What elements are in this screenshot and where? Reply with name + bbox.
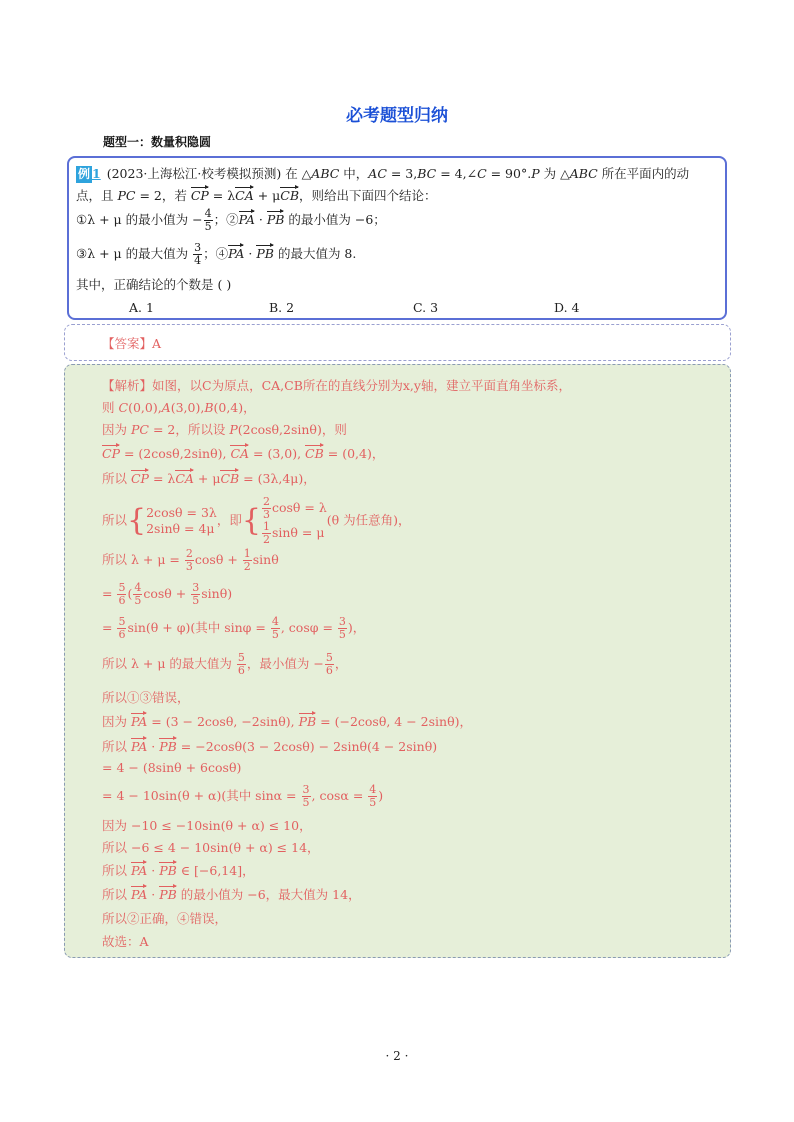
solution-line-11: 所以①③错误， [102, 690, 190, 705]
solution-line-6: 所以{2cosθ = 3λ 2sinθ = 4μ，即{ $\frac{2}{3}$ cosθ = λ $\frac{1}{2}$ sinθ = μ(θ 为任意角)， [102, 495, 411, 546]
solution-line-18: 所以 PA · PB ∈ [−6,14]， [102, 863, 255, 878]
example-tag: 例 [78, 167, 91, 181]
option-a: A. 1 [129, 300, 154, 315]
page-number: · 2 · [385, 1049, 409, 1063]
solution-line-15: = 4 − 10sin(θ + α)(其中 sinα = $\frac{3}{5}$ , cosα = $\frac{4}{5}$ ) [102, 783, 384, 809]
solution-line-4: CP = (2cosθ,2sinθ), CA = (3,0), CB = (0,4)， [102, 446, 385, 461]
solution-line-19: 所以 PA · PB 的最小值为 −6，最大值为 14， [102, 887, 361, 902]
solution-line-16: 因为 −10 ≤ −10sin(θ + α) ≤ 10， [102, 818, 312, 833]
example-number: 1 [92, 166, 101, 181]
solution-line-12: 因为 PA = (3 − 2cosθ, −2sinθ), PB = (−2cosθ, 4 − 2sinθ)， [102, 714, 473, 729]
option-c: C. 3 [413, 300, 439, 315]
solution-line-5: 所以 CP = λCA + μCB = (3λ,4μ)， [102, 471, 316, 486]
solution-line-3: 因为 PC = 2，所以设 P(2cosθ,2sinθ)，则 [102, 422, 347, 437]
answer-box [64, 324, 731, 361]
solution-line-17: 所以 −6 ≤ 4 − 10sin(θ + α) ≤ 14， [102, 840, 320, 855]
section-heading: 题型一：数量积隐圆 [103, 135, 212, 149]
question-line-5: 其中，正确结论的个数是 ( ) [76, 277, 232, 292]
question-line-3: ①λ + μ 的最小值为 − $\frac{4}{5}$ ；②PA · PB 的最小值为 −6； [76, 207, 386, 233]
question-line-1-body: 在 △ABC 中，AC = 3,BC = 4,∠C = 90°.P 为 △ABC 所在平面内的动 [285, 166, 690, 181]
question-source: (2023·上海松江·校考模拟预测) [106, 166, 282, 181]
solution-line-13: 所以 PA · PB = −2cosθ(3 − 2cosθ) − 2sinθ(4 − 2sinθ) [102, 739, 438, 754]
solution-line-10: 所以 λ + μ 的最大值为 $\frac{5}{6}$ ，最小值为 − $\frac{5}{6}$ ， [102, 651, 348, 677]
option-d: D. 4 [554, 300, 580, 315]
page-title: 必考题型归纳 [346, 106, 448, 126]
solution-line-1: 【解析】如图，以C为原点，CA,CB所在的直线分别为x,y轴，建立平面直角坐标系， [102, 378, 571, 393]
solution-line-20: 所以②正确，④错误， [102, 911, 228, 926]
solution-line-9: = $\frac{5}{6}$ sin(θ + φ)(其中 sinφ = $\frac{4}{5}$ , cosφ = $\frac{3}{5}$ )， [102, 615, 366, 641]
option-b: B. 2 [269, 300, 295, 315]
solution-line-21: 故选：A [102, 934, 149, 949]
solution-line-8: = $\frac{5}{6}$ ( $\frac{4}{5}$ cosθ + $\frac{3}{5}$ sinθ) [102, 581, 233, 607]
question-line-2: 点，且 PC = 2，若 CP = λCA + μCB，则给出下面四个结论： [76, 188, 437, 203]
solution-line-7: 所以 λ + μ = $\frac{2}{3}$ cosθ + $\frac{1}{2}$ sinθ [102, 547, 279, 573]
answer-text: 【答案】A [102, 336, 162, 351]
solution-line-14: = 4 − (8sinθ + 6cosθ) [102, 760, 242, 775]
solution-line-2: 则 C(0,0),A(3,0),B(0,4)， [102, 400, 256, 415]
question-line-4: ③λ + μ 的最大值为 $\frac{3}{4}$ ；④PA · PB 的最大值为 8. [76, 241, 357, 267]
question-line-1 [76, 164, 689, 183]
